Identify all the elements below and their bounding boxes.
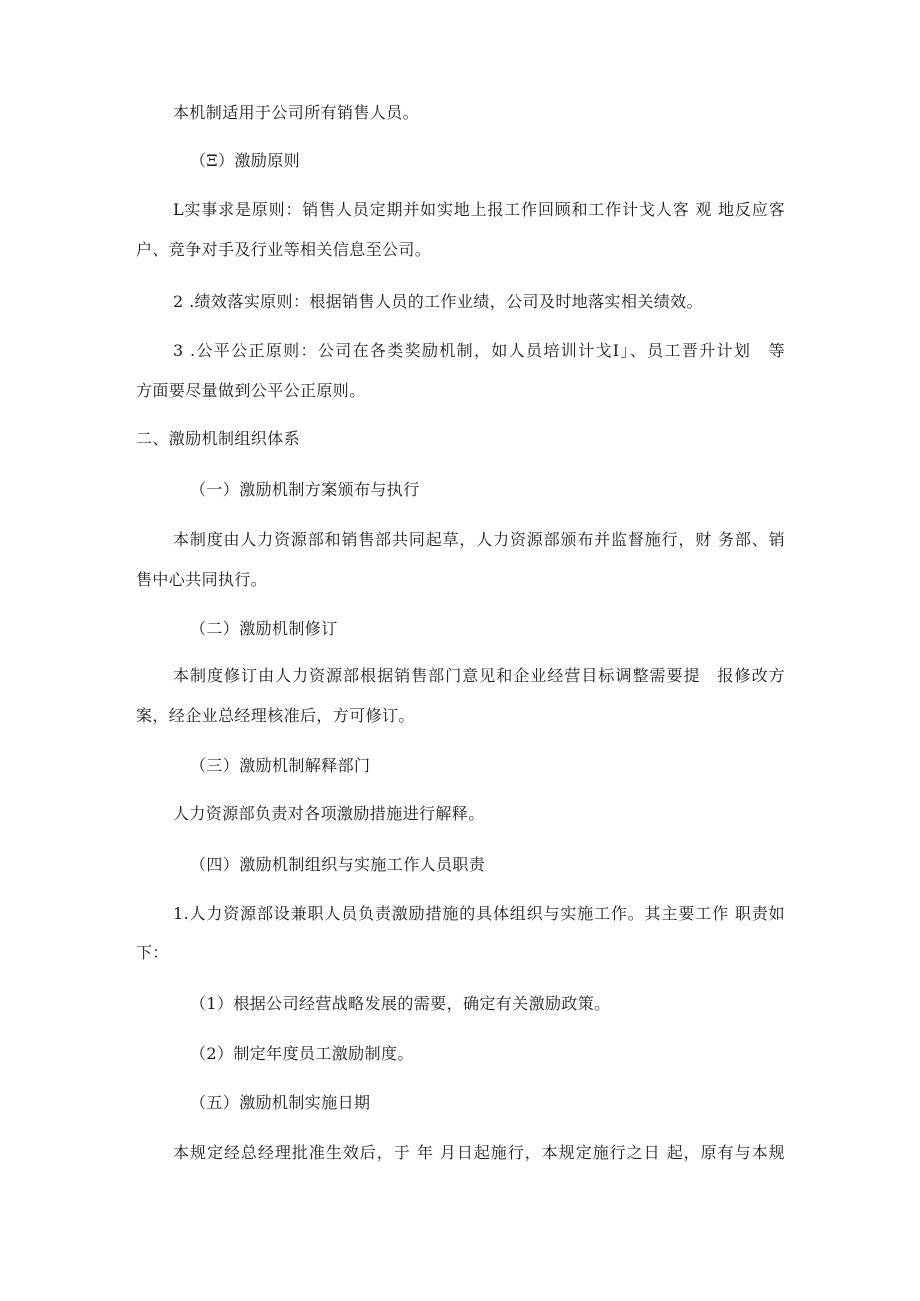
- paragraph-duties-line-1: 1.人力资源部设兼职人员负责激励措施的具体组织与实施工作。其主要工作 职责如: [173, 904, 785, 923]
- heading-principles: （Ξ）激励原则: [190, 151, 301, 170]
- paragraph-effective-date-line-1: 本规定经总经理批准生效后，于 年 月日起施行，本规定施行之日 起，原有与本规: [173, 1143, 785, 1162]
- paragraph-revision-line-1: 本制度修订由人力资源部根据销售部门意见和企业经营目标调整需要提 报修改方: [173, 666, 785, 685]
- heading-section-2: 二、激励机制组织体系: [136, 429, 301, 448]
- list-item-1: （1）根据公司经营战略发展的需要，确定有关激励政策。: [190, 994, 611, 1013]
- heading-subsection-5: （五）激励机制实施日期: [190, 1093, 371, 1112]
- paragraph-principle-1-line-2: 户、竞争对手及行业等相关信息至公司。: [136, 240, 432, 259]
- heading-subsection-3: （三）激励机制解释部门: [190, 756, 371, 775]
- paragraph-principle-1-line-1: L实事求是原则：销售人员定期并如实地上报工作回顾和工作计戈人客 观 地反应客: [173, 200, 785, 219]
- paragraph-principle-3-line-2: 方面要尽量做到公平公正原则。: [136, 381, 366, 400]
- list-item-2: （2）制定年度员工激励制度。: [190, 1044, 414, 1063]
- paragraph-duties-line-2: 下：: [136, 943, 169, 962]
- paragraph-interpretation: 人力资源部负责对各项激励措施进行解释。: [173, 804, 485, 823]
- paragraph-principle-3-line-1: 3 .公平公正原则：公司在各类奖励机制，如人员培训计戈I」、员工晋升计划 等: [173, 341, 785, 360]
- paragraph-revision-line-2: 案，经企业总经理核准后，方可修订。: [136, 706, 415, 725]
- paragraph-principle-2: 2 .绩效落实原则：根据销售人员的工作业绩，公司及时地落实相关绩效。: [173, 292, 703, 311]
- heading-subsection-2: （二）激励机制修订: [190, 619, 338, 638]
- paragraph-scope: 本机制适用于公司所有销售人员。: [173, 103, 420, 122]
- heading-subsection-1: （一）激励机制方案颁布与执行: [190, 480, 420, 499]
- heading-subsection-4: （四）激励机制组织与实施工作人员职责: [190, 855, 486, 874]
- paragraph-issue-line-1: 本制度由人力资源部和销售部共同起草，人力资源部颁布并监督施行，财 务部、销: [173, 530, 785, 549]
- paragraph-issue-line-2: 售中心共同执行。: [136, 570, 268, 589]
